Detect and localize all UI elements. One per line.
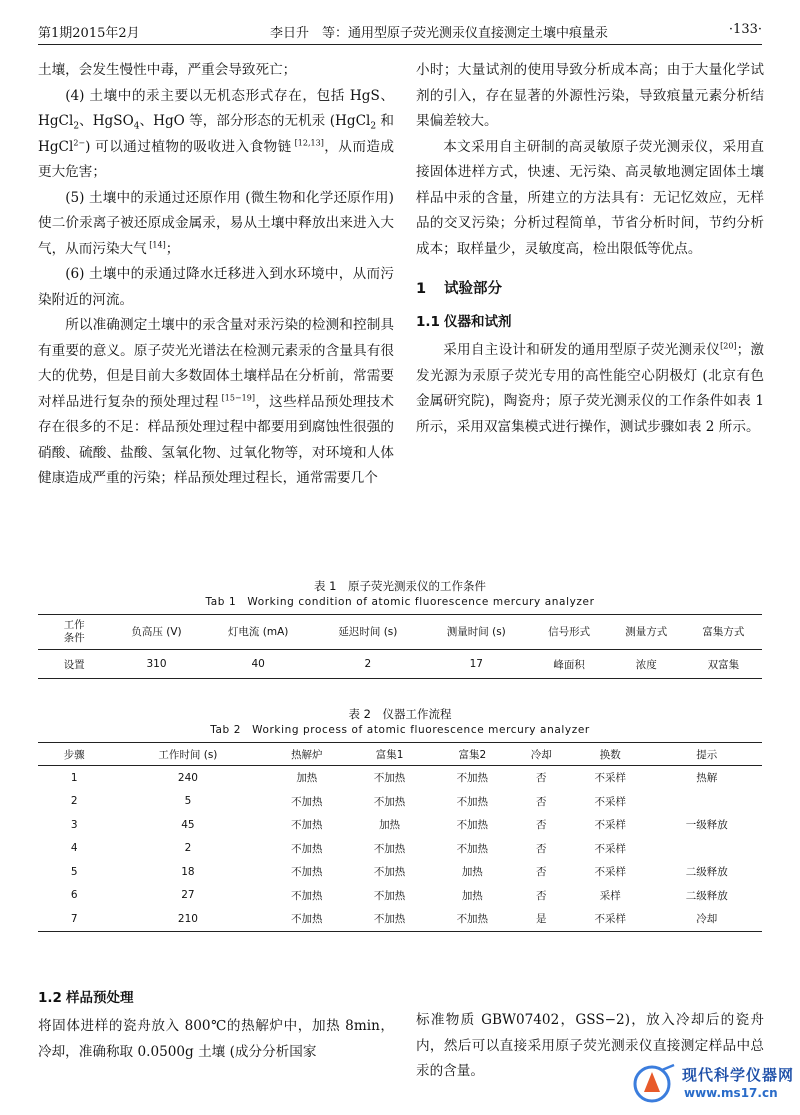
table-cell: 否 (536, 772, 547, 785)
table-cell: 不采样 (594, 913, 626, 926)
header-cell: 冷却 (530, 748, 552, 761)
table-header-row (38, 615, 762, 650)
header-cell: 工作时间 (s) (158, 748, 218, 761)
table-cell: 热解 (696, 772, 718, 785)
table-cell: 210 (177, 912, 198, 925)
header-cell: 灯电流 (mA) (227, 625, 289, 638)
header-cell: 换数 (599, 748, 621, 761)
paragraph-instruments: 采用自主设计和研发的通用型原子荧光测汞仪[20]；激发光源为汞原子荧光专用的高性能空心阴极灯 (北京有色金属研究院)，陶瓷舟；原子荧光测汞仪的工作条件如表 1 所示，采用双富集模式进行操作，测试步骤如表 2 所示。 (416, 341, 765, 435)
table-row (38, 650, 762, 679)
table-cell: 不加热 (373, 772, 406, 785)
table-cell: 310 (146, 658, 167, 670)
table-cell: 二级释放 (685, 866, 728, 879)
right-column (416, 58, 764, 440)
table-row (38, 884, 762, 908)
citation-ref: [15−19] (218, 392, 255, 402)
header-cell: 富集1 (375, 748, 404, 761)
table-cell: 2 (364, 658, 372, 670)
table-cell: 不加热 (456, 772, 489, 785)
table-cell: 不加热 (373, 795, 406, 808)
subsection-heading-instruments: 1.1 仪器和试剂 (416, 314, 512, 330)
header-cell: 工作 条件 (63, 619, 85, 644)
table-cell: 不采样 (594, 819, 626, 832)
table-cell: 二级释放 (685, 889, 728, 902)
header-cell: 富集方式 (702, 625, 745, 638)
table-cell: 6 (70, 889, 78, 902)
table-cell: 240 (177, 771, 198, 784)
citation-ref: [12,13] (291, 137, 324, 147)
table-cell: 设置 (63, 658, 85, 671)
table-cell: 7 (70, 912, 78, 925)
paragraph-item-4: (4) 土壤中的汞主要以无机态形式存在，包括 HgS、HgCl$_2$、HgSO$_4$、HgO 等，部分形态的无机汞 (HgCl$_2$ 和 HgCl$^{2-}$) 可以通过植物的吸收进入食物链 [12,13]，从而造成更大危害； (38, 87, 395, 180)
table-cell: 冷却 (696, 913, 718, 926)
site-watermark (628, 1060, 798, 1110)
table-1-caption-en: Tab 1 Working condition of atomic fluorescence mercury analyzer (205, 596, 595, 608)
table-cell: 18 (181, 865, 195, 878)
table-cell: 加热 (461, 889, 483, 902)
table-cell: 2 (70, 795, 78, 808)
table-cell: 4 (70, 842, 78, 855)
table-row (38, 860, 762, 884)
watermark-site-name: 现代科学仪器网 (682, 1066, 795, 1084)
table-cell: 是 (536, 913, 547, 926)
bottom-left-column (38, 986, 394, 1065)
table-cell: 否 (536, 866, 547, 879)
section-heading-experimental: 1 试验部分 (416, 281, 502, 297)
table-cell: 加热 (379, 819, 401, 832)
table-cell: 不加热 (291, 889, 323, 902)
table-row (38, 766, 762, 790)
table-cell: 否 (536, 889, 547, 902)
table-cell: 加热 (296, 772, 318, 785)
table-cell (652, 790, 762, 814)
table-1-caption-cn: 表 1 原子荧光测汞仪的工作条件 (314, 579, 486, 593)
table-cell: 不加热 (373, 913, 406, 926)
table-2-caption-en: Tab 2 Working process of atomic fluorescence mercury analyzer (210, 724, 590, 736)
header-cell: 延迟时间 (s) (338, 625, 398, 638)
table-cell: 不采样 (594, 866, 626, 879)
table-cell: 3 (70, 818, 78, 831)
table-1-block (38, 578, 762, 679)
table-cell: 浓度 (635, 658, 657, 671)
table-cell: 17 (469, 658, 483, 670)
paragraph-continued: 土壤，会发生慢性中毒，严重会导致死亡； (38, 62, 297, 78)
table-header-row (38, 743, 762, 766)
paragraph-pretreatment: 将固体进样的瓷舟放入 800℃的热解炉中，加热 8min，冷却，准确称取 0.0500g 土壤 (成分分析国家 (38, 1018, 394, 1060)
table-cell: 不加热 (373, 842, 406, 855)
table-cell: 2 (184, 842, 192, 855)
table-2-block (38, 706, 762, 932)
paragraph-item-6: (6) 土壤中的汞通过降水迁移进入到水环境中，从而污染附近的河流。 (38, 266, 394, 308)
header-cell: 步骤 (63, 748, 85, 761)
table-cell: 不加热 (456, 842, 489, 855)
header-cell: 热解炉 (291, 748, 323, 761)
article-running-title: 李日升 等：通用型原子荧光测汞仪直接测定土壤中痕量汞 (270, 26, 609, 41)
table-2-caption-cn: 表 2 仪器工作流程 (348, 707, 452, 721)
table-cell: 一级释放 (685, 819, 728, 832)
paragraph-pretreatment-continued: 标准物质 GBW07402，GSS−2)，放入冷却后的瓷舟内，然后可以直接采用原子荧光测汞仪直接测定样品中总汞的含量。 (416, 1012, 764, 1079)
table-cell: 40 (251, 658, 265, 670)
table-cell: 不加热 (456, 795, 489, 808)
table-cell: 5 (184, 795, 192, 808)
header-cell: 测量方式 (625, 625, 668, 638)
table-cell: 不加热 (291, 795, 323, 808)
watermark-url: www.ms17.cn (684, 1086, 778, 1100)
table-row (38, 790, 762, 814)
page-number: ·133· (728, 22, 762, 37)
table-cell: 否 (536, 842, 547, 855)
paragraph-method-summary: 本文采用自主研制的高灵敏原子荧光测汞仪，采用直接固体进样方式，快速、无污染、高灵敏地测定固体土壤样品中汞的含量，所建立的方法具有：无记忆效应，无样品的交叉污染；分析过程简单，节省分析时间，节约分析成本；取样量少，灵敏度高，检出限低等优点。 (416, 138, 764, 257)
table-cell: 不采样 (594, 772, 626, 785)
table-cell: 不加热 (456, 819, 489, 832)
table-cell: 否 (536, 819, 547, 832)
table-cell: 5 (70, 865, 78, 878)
table-cell: 不加热 (373, 889, 406, 902)
table-cell: 27 (181, 889, 195, 902)
citation-ref: [14] (146, 239, 166, 249)
table-cell: 不采样 (594, 842, 626, 855)
running-header (38, 18, 762, 45)
header-cell: 富集2 (458, 748, 487, 761)
table-cell: 不采样 (594, 795, 626, 808)
table-cell: 不加热 (291, 842, 323, 855)
table-row (38, 837, 762, 861)
paragraph-continued-right: 小时；大量试剂的使用导致分析成本高；由于大量化学试剂的引入，存在显著的外源性污染，导致痕量元素分析结果偏差较大。 (416, 62, 764, 129)
table-row (38, 813, 762, 837)
table-cell: 否 (536, 795, 547, 808)
paragraph-importance: 所以准确测定土壤中的汞含量对汞污染的检测和控制具有重要的意义。原子荧光光谱法在检测元素汞的含量具有很大的优势，但是目前大多数固体土壤样品在分析前，常需要对样品进行复杂的预处理过程 [15−19]，这些样品预处理技术存在很多的不足：样品预处理过程中都要用到腐蚀性很强的硝酸、硫酸、盐酸、氢氧化物、过氧化物等，对环境和人体健康造成严重的污染；样品预处理过程长，通常需要几个 (38, 317, 395, 486)
table-cell: 不加热 (456, 913, 489, 926)
header-cell: 信号形式 (548, 625, 591, 638)
header-cell: 提示 (696, 748, 718, 761)
table-cell: 不加热 (291, 866, 323, 879)
table-cell: 不加热 (373, 866, 406, 879)
table-cell: 双富集 (707, 658, 740, 671)
ms17-logo-icon (632, 1062, 678, 1106)
table-row (38, 907, 762, 931)
subsection-heading-pretreatment: 1.2 样品预处理 (38, 990, 134, 1006)
paragraph-item-5: (5) 土壤中的汞通过还原作用 (微生物和化学还原作用) 使二价汞离子被还原成金属汞，易从土壤中释放出来进入大气，从而污染大气 [14]； (38, 189, 394, 257)
table-cell: 峰面积 (553, 658, 585, 671)
left-column (38, 58, 394, 492)
table-2 (38, 742, 762, 932)
table-cell: 不加热 (291, 819, 323, 832)
table-1 (38, 614, 762, 679)
table-cell: 采样 (599, 889, 621, 902)
table-cell: 加热 (461, 866, 483, 879)
citation-ref: [20] (720, 341, 737, 351)
header-cell: 测量时间 (s) (446, 625, 506, 638)
journal-issue: 第1期2015年2月 (38, 26, 140, 41)
table-cell: 1 (70, 771, 78, 784)
table-cell: 45 (181, 818, 195, 831)
header-cell: 负高压 (V) (131, 625, 182, 638)
table-cell (652, 837, 762, 861)
table-cell: 不加热 (291, 913, 323, 926)
